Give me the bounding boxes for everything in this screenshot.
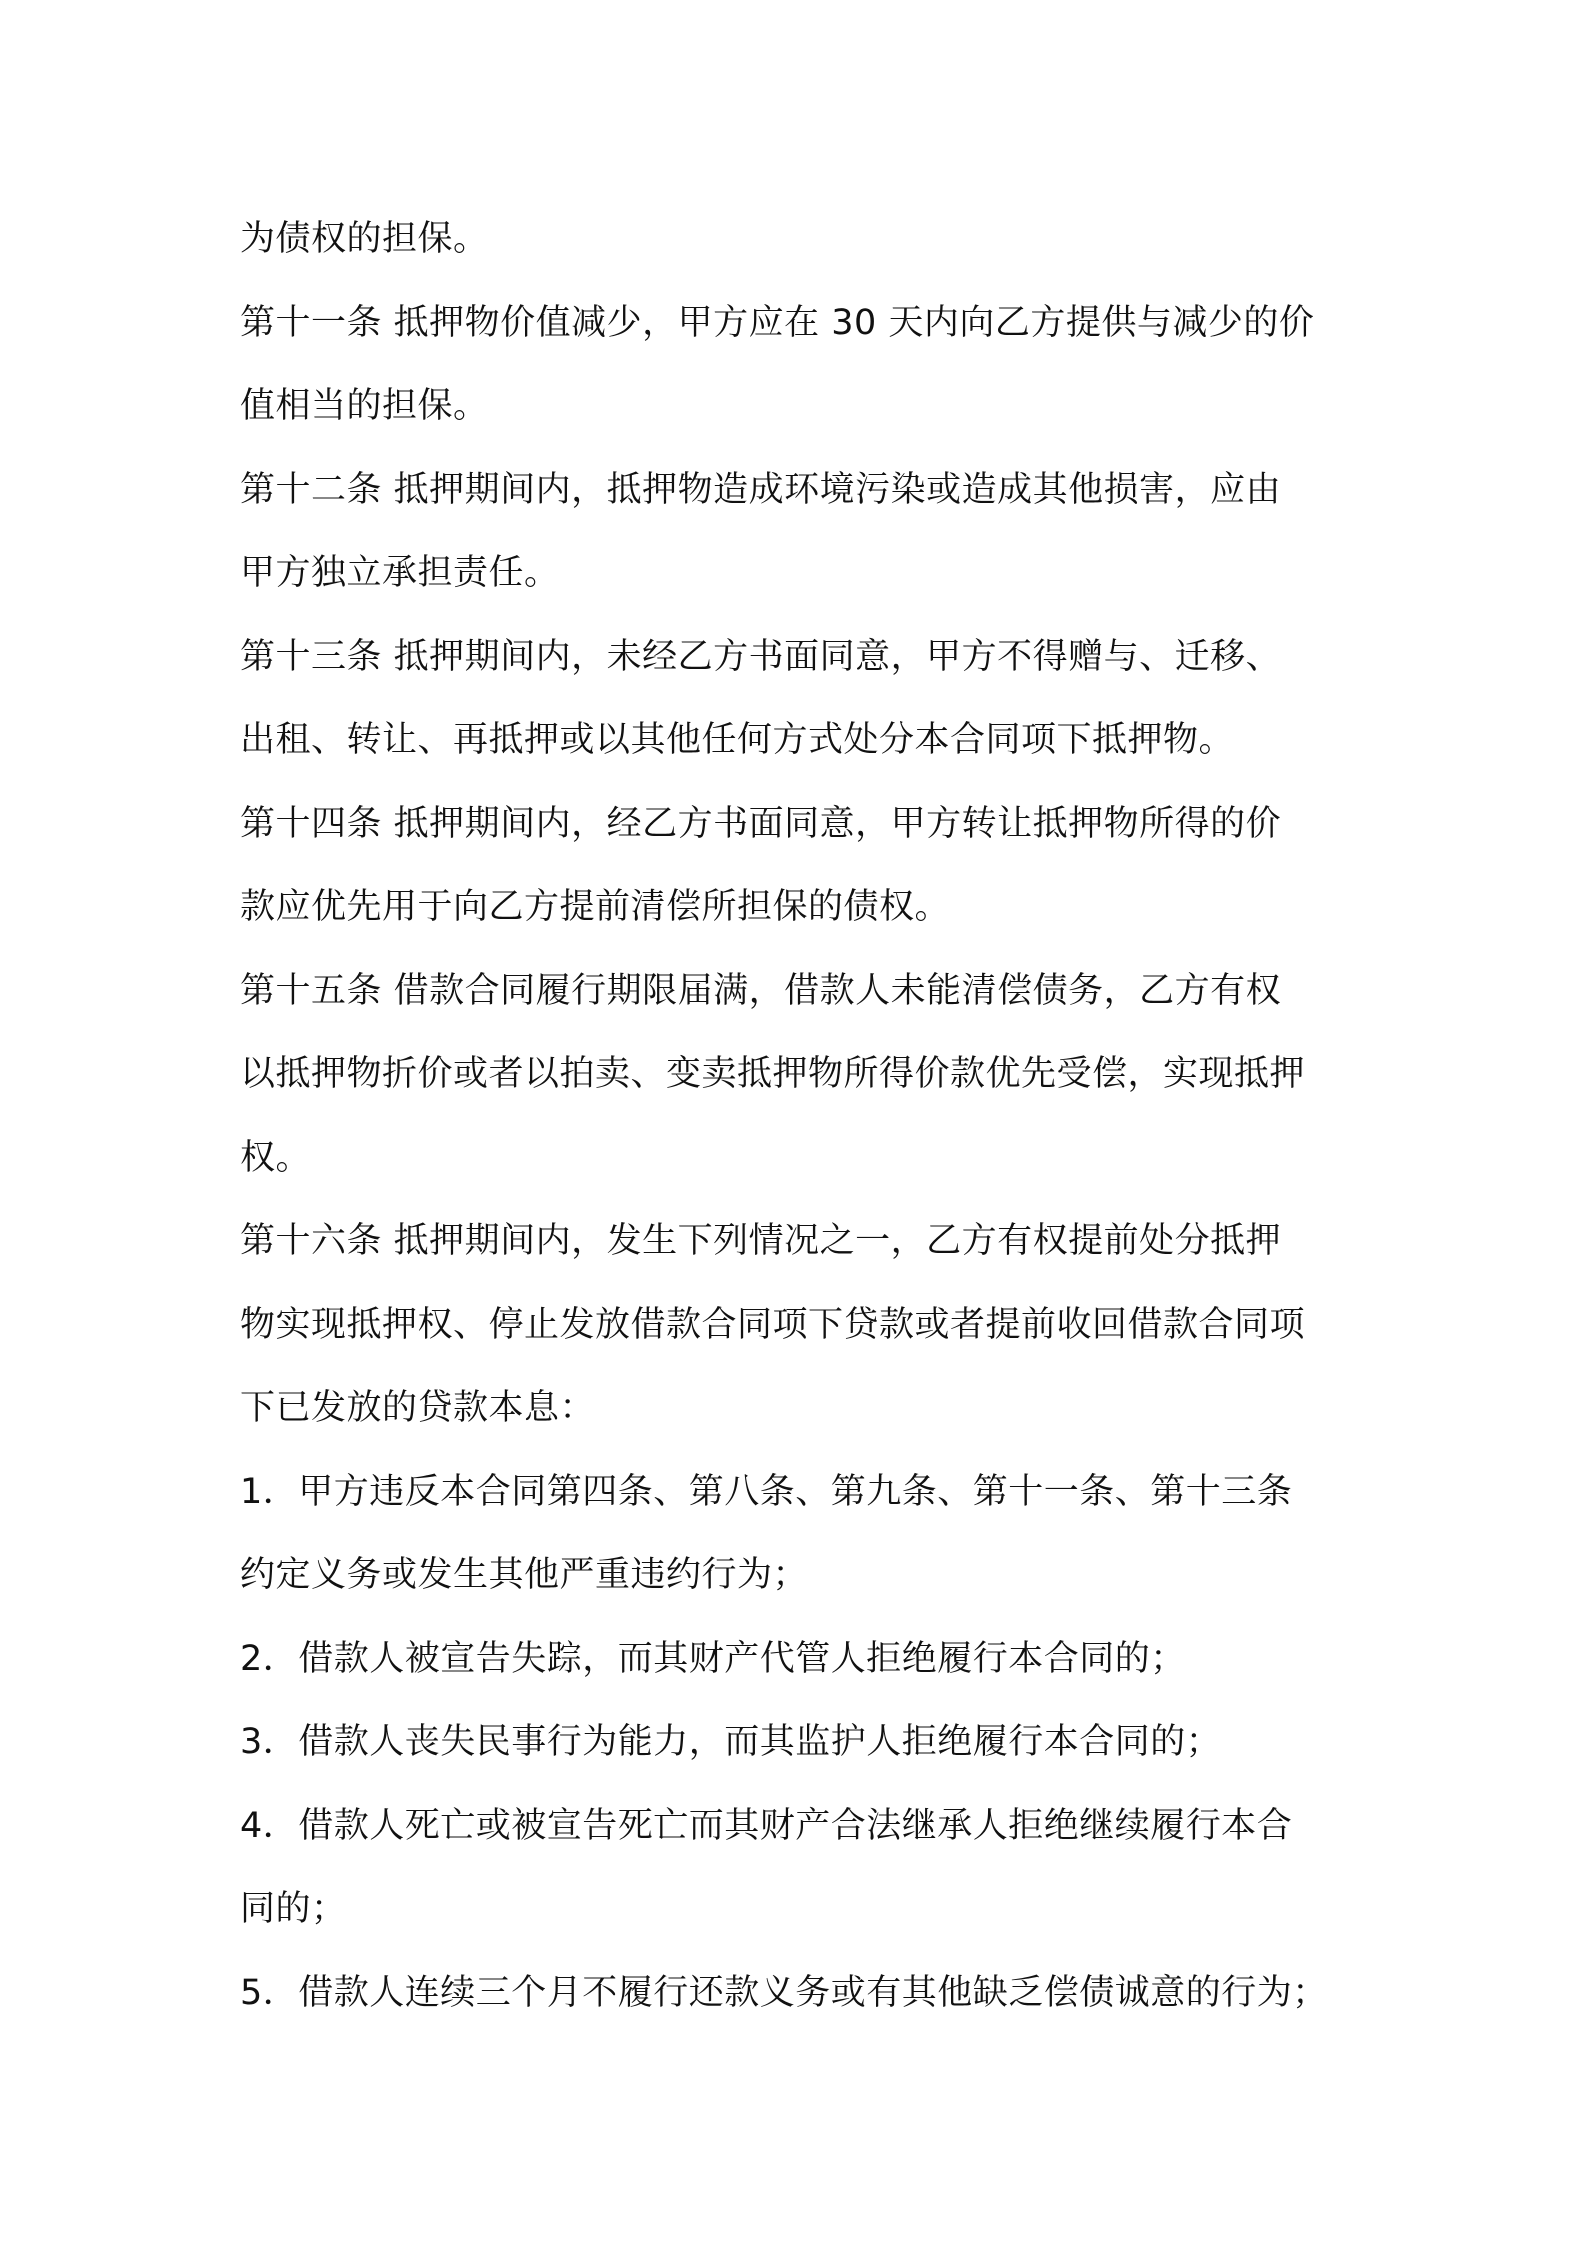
text-line: 5．借款人连续三个月不履行还款义务或有其他缺乏偿债诚意的行为； [240, 1972, 1328, 2013]
text-line: 第十三条 抵押期间内，未经乙方书面同意，甲方不得赠与、迁移、 [240, 636, 1282, 677]
text-line: 为债权的担保。 [240, 219, 489, 259]
text-line: 第十六条 抵押期间内，发生下列情况之一，乙方有权提前处分抵押 [240, 1221, 1282, 1261]
text-line: 第十一条 抵押物价值减少，甲方应在 30 天内向乙方提供与减少的价 [240, 302, 1315, 343]
text-line: 以抵押物折价或者以拍卖、变卖抵押物所得价款优先受偿，实现抵押 [240, 1054, 1306, 1094]
text-line: 第十五条 借款合同履行期限届满，借款人未能清偿债务，乙方有权 [240, 970, 1282, 1011]
text-line: 1．甲方违反本合同第四条、第八条、第九条、第十一条、第十三条 [240, 1471, 1293, 1512]
text-line: 款应优先用于向乙方提前清偿所担保的债权。 [240, 887, 951, 927]
text-line: 下已发放的贷款本息： [240, 1388, 596, 1428]
text-line: 值相当的担保。 [240, 386, 489, 426]
text-line: 权。 [240, 1137, 312, 1178]
text-line: 出租、转让、再抵押或以其他任何方式处分本合同项下抵押物。 [240, 720, 1235, 760]
text-line: 物实现抵押权、停止发放借款合同项下贷款或者提前收回借款合同项 [240, 1304, 1306, 1345]
text-line: 同的； [240, 1889, 347, 1929]
text-line: 约定义务或发生其他严重违约行为； [240, 1555, 809, 1595]
text-line: 2．借款人被宣告失踪，而其财产代管人拒绝履行本合同的； [240, 1638, 1186, 1679]
text-line: 3．借款人丧失民事行为能力，而其监护人拒绝履行本合同的； [240, 1722, 1222, 1762]
text-line: 第十四条 抵押期间内，经乙方书面同意，甲方转让抵押物所得的价 [240, 803, 1282, 844]
text-line: 第十二条 抵押期间内，抵押物造成环境污染或造成其他损害，应由 [240, 469, 1282, 510]
text-line: 甲方独立承担责任。 [240, 553, 560, 593]
document-body [240, 198, 1370, 2035]
text-line: 4．借款人死亡或被宣告死亡而其财产合法继承人拒绝继续履行本合 [240, 1805, 1293, 1846]
